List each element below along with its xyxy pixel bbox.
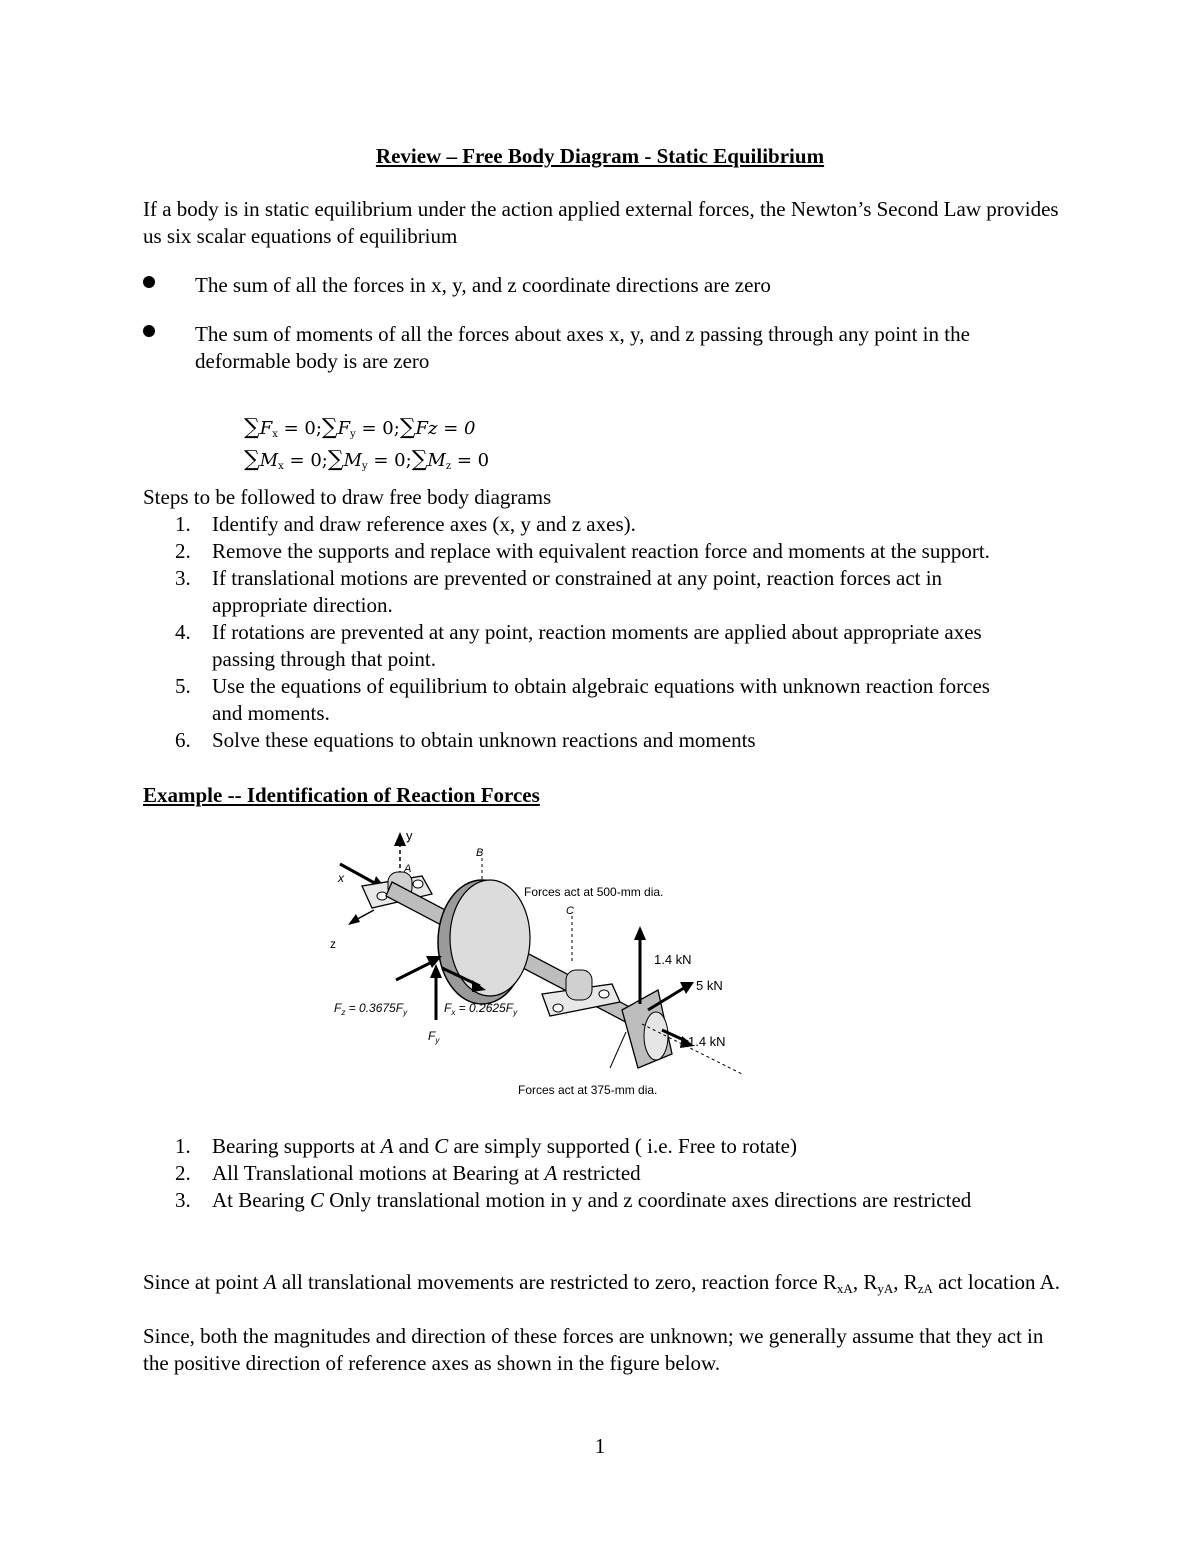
bullet-dot-icon [143,276,155,288]
force-3-label: 1.4 kN [688,1034,726,1049]
y-axis-arrow-icon [394,832,406,846]
assumption-paragraph: Since, both the magnitudes and direction of these forces are unknown; we generally assume that they act in the positive direction of reference axes as shown in the figure below. [143,1324,1044,1375]
fy-label: $F_y$ [428,1029,440,1045]
label-b: B [476,847,484,859]
label-c: C [566,905,574,917]
bullet-text: The sum of moments of all the forces about axes x, y, and z passing through any point in the deformable body is are zero [195,322,970,373]
force-1-label: 1.4 kN [654,952,692,967]
fz-arrow-line [396,962,432,980]
list-item: 5. Use the equations of equilibrium to obtain algebraic equations with unknown reaction forces and moments. [175,674,990,725]
list-item: 3. At Bearing C Only translational motion in y and z coordinate axes directions are restricted [175,1188,972,1212]
bullet-item [143,321,1063,375]
list-item: 4. If rotations are prevented at any point, reaction moments are applied about appropriate axes passing through that point. [175,620,982,671]
bolt-icon [413,880,423,888]
note-bottom: Forces act at 375-mm dia. [518,1083,658,1097]
note-top: Forces act at 500-mm dia. [524,885,664,899]
label-x: x [338,871,344,885]
fz-label: $F_z = 0.3675F_y$ [334,1001,408,1017]
z-axis-arrow-icon [348,914,360,925]
force-2-label: 5 kN [696,978,723,993]
force-equations: $\sum F_x$ = $0;\sum F_y$ = 0;∑Fz = 0 [244,415,476,440]
list-item: 1. Identify and draw reference axes (x, y and z axes). [175,512,636,536]
note-bottom-pointer [610,1032,626,1068]
reaction-paragraph: Since at point A all translational movements are restricted to zero, reaction force $R_{xA}$, $R_{yA}$, $R_{zA}$ act location A. [143,1270,1061,1296]
bearing-c-block [566,970,592,1000]
label-d: D [636,931,644,943]
page-number: 1 [594,1434,606,1458]
bullet-text: The sum of all the forces in x, y, and z coordinate directions are zero [195,273,771,297]
list-item: 2. Remove the supports and replace with equivalent reaction force and moments at the support. [175,539,990,563]
steps-list [143,511,1003,754]
bolt-icon [553,1004,563,1012]
bolt-icon [599,990,609,998]
page-title: Review – Free Body Diagram - Static Equilibrium [375,144,825,168]
example-heading: Example -- Identification of Reaction Forces [143,783,540,807]
bevel-gear-d-face [644,1012,668,1060]
label-a: A [404,863,412,875]
list-item: 6. Solve these equations to obtain unknown reactions and moments [175,728,756,752]
intro-paragraph: If a body is in static equilibrium under the action applied external forces, the Newton’s Second Law provides us six scalar equations of equilibrium [143,197,1059,248]
moment-equations: $\sum M_x$ = $0;\sum M_y$ = $0;\sum M_z = 0$ [244,447,490,472]
label-y: y [406,828,413,843]
steps-heading: Steps to be followed to draw free body diagrams [143,485,552,509]
observations-list [143,1133,1003,1214]
shaft-figure [322,824,752,1100]
label-z: z [330,937,336,951]
bullet-dot-icon [143,325,155,337]
shaft-diagram [322,824,752,1100]
list-item: 2. All Translational motions at Bearing at A restricted [175,1161,641,1185]
bullet-item [143,272,1063,299]
fx-label: $F_x = 0.2625F_y$ [444,1001,518,1017]
list-item: 1. Bearing supports at A and C are simply supported ( i.e. Free to rotate) [175,1134,797,1158]
list-item: 3. If translational motions are prevented or constrained at any point, reaction forces act in appropriate direction. [175,566,943,617]
